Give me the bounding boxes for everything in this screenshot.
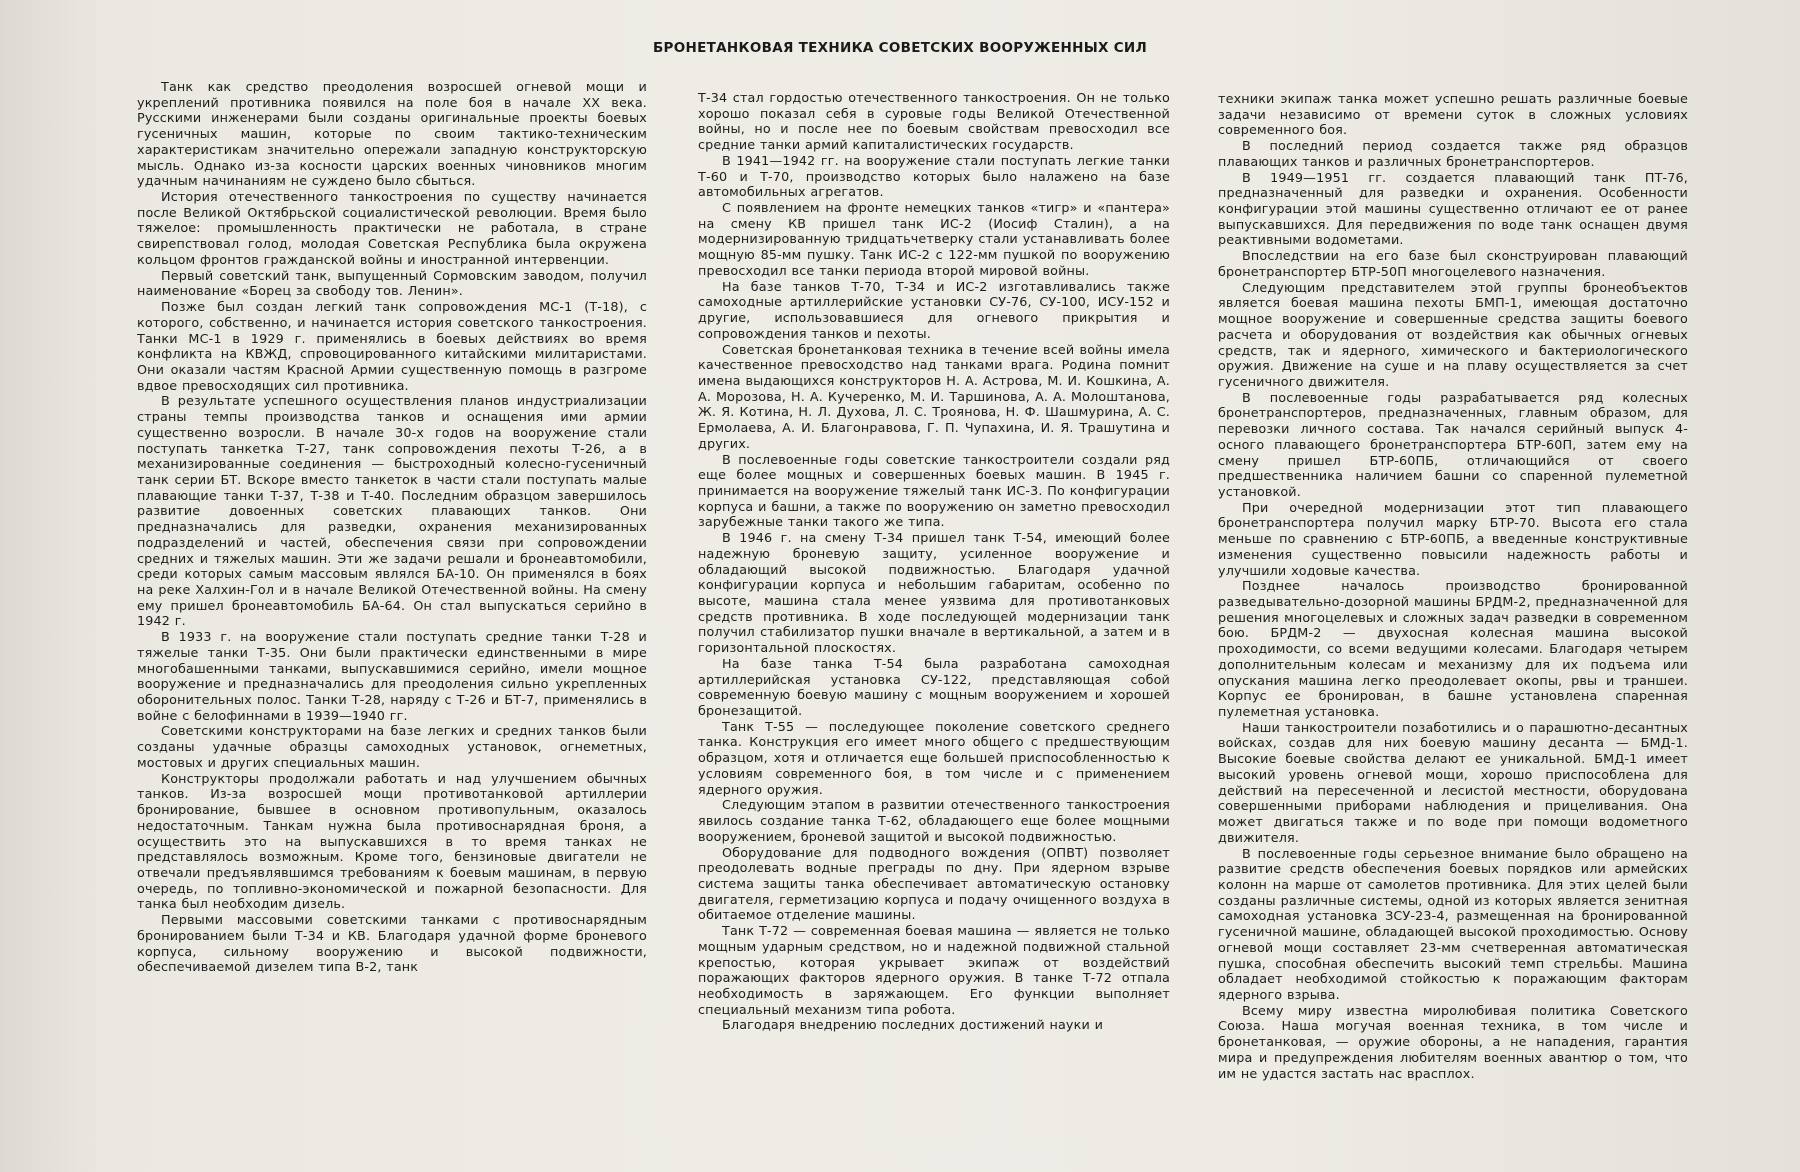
paragraph: В 1933 г. на вооружение стали поступать средние танки Т-28 и тяжелые танки Т-35. Они были практически единственными в мире многобашенными танками, выпускавшимися серийно, имели мощное вооружение и предназначались для преодоления сильно укрепленных оборонительных полос. Танки Т-28, наряду с Т-26 и БТ-7, применялись в войне с белофиннами в 1939—1940 гг. [137, 630, 647, 724]
paragraph: Следующим этапом в развитии отечественного танкостроения явилось создание танка Т-62, обладающего еще более мощными вооружением, броневой защитой и высокой подвижностью. [698, 798, 1170, 845]
paragraph: Позже был создан легкий танк сопровождения МС-1 (Т-18), с которого, собственно, и начинается история советского танкостроения. Танки МС-1 в 1929 г. применялись в боевых действиях во время конфликта на КВЖД, спровоцированного китайскими милитаристами. Они оказали частям Красной Армии существенную помощь в разгроме вдвое превосходящих сил противника. [137, 300, 647, 394]
paragraph: Первый советский танк, выпущенный Сормовским заводом, получил наименование «Борец за свободу тов. Ленин». [137, 268, 647, 300]
paragraph: В результате успешного осуществления планов индустриализации страны темпы производства танков и оснащения ими армии существенно возросли. В начале 30-х годов на вооружение стали поступать танкетка Т-27, танк сопровождения пехоты Т-26, а в механизированные соединения — быстроходный колесно-гусеничный танк серии БТ. Вскоре вместо танкеток в части стали поступать малые плавающие танки Т-37, Т-38 и Т-40. Последним образцом завершилось развитие довоенных советских плавающих танков. Они предназначались для разведки, охранения механизированных подразделений и частей, обеспечения связи при сопровождении средних и тяжелых машин. Эти же задачи решали и бронеавтомобили, среди которых самым массовым являлся БА-10. Он применялся в боях на реке Халхин-Гол и в начале Великой Отечественной войны. На смену ему пришел бронеавтомобиль БА-64. Он стал выпускаться серийно в 1942 г. [137, 394, 647, 630]
paragraph: История отечественного танкостроения по существу начинается после Великой Октябрьской социалистической революции. Время было тяжелое: промышленность практически не работала, в стране свирепствовал голод, молодая Советская Республика была окружена кольцом фронтов гражданской войны и иностранной интервенции. [137, 190, 647, 268]
text-column-3 [1218, 92, 1688, 1150]
paragraph: техники экипаж танка может успешно решать различные боевые задачи независимо от времени суток в сложных условиях современного боя. [1218, 92, 1688, 139]
paragraph: На базе танка Т-54 была разработана самоходная артиллерийская установка СУ-122, представляющая собой современную боевую машину с мощным вооружением и хорошей бронезащитой. [698, 656, 1170, 720]
paragraph: На базе танков Т-70, Т-34 и ИС-2 изготавливались также самоходные артиллерийские установки СУ-76, СУ-100, ИСУ-152 и другие, использовавшиеся для огневого прикрытия и сопровождения танков и пехоты. [698, 279, 1170, 342]
text-column-2 [698, 91, 1170, 1149]
paragraph: Танк Т-72 — современная боевая машина — является не только мощным ударным средством, но и надежной подвижной стальной крепостью, которая укрывает экипаж от воздействий поражающих факторов ядерного оружия. В танке Т-72 отпала необходимость в заряжающем. Его функции выполняет специальный механизм типа робота. [698, 924, 1170, 1018]
paragraph: Танк Т-55 — последующее поколение советского среднего танка. Конструкция его имеет много общего с предшествующим образцом, хотя и отличается еще большей приспособленностью к условиям современного боя, в том числе и с применением ядерного оружия. [698, 719, 1170, 798]
paragraph: В послевоенные годы серьезное внимание было обращено на развитие средств обеспечения боевых порядков или армейских колонн на марше от самолетов противника. Для этих целей были созданы различные системы, одной из которых является зенитная самоходная установка ЗСУ-23-4, размещенная на бронированной гусеничной машине, обладающей высокой проходимостью. Основу огневой мощи составляет 23-мм счетверенная автоматическая пушка, способная обеспечить высокий темп стрельбы. Машина обладает необходимой стойкостью к поражающим факторам ядерного взрыва. [1218, 846, 1688, 1003]
paragraph: В последний период создается также ряд образцов плавающих танков и различных бронетранспортеров. [1218, 139, 1688, 170]
paragraph: Благодаря внедрению последних достижений науки и [722, 1018, 1104, 1034]
paragraph: Танк как средство преодоления возросшей огневой мощи и укреплений противника появился на поле боя в начале XX века. Русскими инженерами были созданы оригинальные проекты боевых гусеничных машин, которые по своим тактико-техническим характеристикам значительно опережали западную конструкторскую мысль. Однако из-за косности царских военных чиновников многим удачным начинаниям не суждено было сбыться. [137, 80, 647, 190]
paragraph: В 1941—1942 гг. на вооружение стали поступать легкие танки Т-60 и Т-70, производство которых было налажено на базе автомобильных агрегатов. [698, 153, 1170, 201]
paragraph: Советскими конструкторами на базе легких и средних танков были созданы удачные образцы самоходных установок, огнеметных, мостовых и других специальных машин. [137, 724, 647, 771]
paragraph: Всему миру известна миролюбивая политика Советского Союза. Наша могучая военная техника, в том числе и бронетанковая, — оружие обороны, а не нападения, гарантия мира и предупреждения любителям военных авантюр о том, что им не удастся застать нас врасплох. [1218, 1003, 1688, 1082]
text-column-1 [137, 80, 647, 1138]
paragraph: Т-34 стал гордостью отечественного танкостроения. Он не только хорошо показал себя в суровые годы Великой Отечественной войны, но и после нее по боевым свойствам превосходил все средние танки армий капиталистических государств. [698, 91, 1170, 154]
paragraph: С появлением на фронте немецких танков «тигр» и «пантера» на смену КВ пришел танк ИС-2 (Иосиф Сталин), а на модернизированную тридцатьчетверку стали устанавливать более мощную 85-мм пушку. Танк ИС-2 с 122-мм пушкой по вооружению превосходил все танки периода второй мировой войны. [698, 201, 1170, 279]
paragraph: Следующим представителем этой группы бронеобъектов является боевая машина пехоты БМП-1, имеющая достаточно мощное вооружение и совершенные средства защиты боевого расчета и оборудования от воздействия как обычных огневых средств, так и ядерного, химического и бактериологического оружия. Движение на суше и на плаву осуществляется за счет гусеничного движителя. [1218, 280, 1688, 390]
paragraph: В послевоенные годы разрабатывается ряд колесных бронетранспортеров, предназначенных, главным образом, для перевозки личного состава. Так начался серийный выпуск 4-осного плавающего бронетранспортера БТР-60П, затем ему на смену пришел БТР-60ПБ, отличающийся от своего предшественника наличием башни со спаренной пулеметной установкой. [1218, 390, 1688, 500]
paragraph: Наши танкостроители позаботились и о парашютно-десантных войсках, создав для них боевую машину десанта — БМД-1. Высокие боевые свойства делают ее уникальной. БМД-1 имеет высокий уровень огневой мощи, хорошо приспособлена для действий на пересеченной и лесистой местности, оборудована совершенными приборами наблюдения и прицеливания. Она может двигаться также и по воде при помощи водометного движителя. [1218, 720, 1688, 846]
paragraph: Первыми массовыми советскими танками с противоснарядным бронированием были Т-34 и КВ. Благодаря удачной форме броневого корпуса, сильному вооружению и высокой подвижности, обеспечиваемой дизелем типа В-2, танк [137, 913, 647, 976]
paragraph: При очередной модернизации этот тип плавающего бронетранспортера получил марку БТР-70. Высота его стала меньше по сравнению с БТР-60ПБ, а введенные конструктивные изменения существенно повысили надежность работы и улучшили ходовые качества. [1218, 500, 1688, 579]
paragraph: Конструкторы продолжали работать и над улучшением обычных танков. Из-за возросшей мощи противотанковой артиллерии бронирование, бывшее в основном противопульным, оказалось недостаточным. Танкам нужна была противоснарядная броня, а осуществить это на выпускавшихся в то время танках не представлялось возможным. Кроме того, бензиновые двигатели не отвечали предъявлявшимся требованиям к боевым машинам, в первую очередь, по топливно-экономической и пожарной безопасности. Для танка был необходим дизель. [137, 771, 647, 913]
paragraph: Впоследствии на его базе был сконструирован плавающий бронетранспортер БТР-50П многоцелевого назначения. [1218, 249, 1688, 280]
page-title: БРОНЕТАНКОВАЯ ТЕХНИКА СОВЕТСКИХ ВООРУЖЕННЫХ СИЛ [652, 40, 1148, 56]
paragraph: В 1946 г. на смену Т-34 пришел танк Т-54, имеющий более надежную броневую защиту, усиленное вооружение и обладающий высокой подвижностью. Благодаря удачной конфигурации корпуса и небольшим габаритам, особенно по высоте, машина стала менее уязвима для противотанковых средств противника. В ходе последующей модернизации танк получил стабилизатор пушки вначале в вертикальной, а затем и в горизонтальной плоскостях. [698, 531, 1170, 657]
paragraph: Оборудование для подводного вождения (ОПВТ) позволяет преодолевать водные преграды по дну. При ядерном взрыве система защиты танка обеспечивает автоматическую остановку двигателя, герметизацию корпуса и подачу очищенного воздуха в обитаемое отделение машины. [698, 845, 1170, 924]
paragraph: В 1949—1951 гг. создается плавающий танк ПТ-76, предназначенный для разведки и охранения. Особенности конфигурации этой машины существенно отличают ее от ранее выпускавшихся. Для передвижения по воде танк оснащен двумя реактивными водометами. [1218, 170, 1688, 249]
paragraph: В послевоенные годы советские танкостроители создали ряд еще более мощных и совершенных боевых машин. В 1945 г. принимается на вооружение тяжелый танк ИС-3. По конфигурации корпуса и башни, а также по вооружению он заметно превосходил зарубежные танки такого же типа. [698, 452, 1170, 531]
paragraph: Позднее началось производство бронированной разведывательно-дозорной машины БРДМ-2, предназначенной для решения многоцелевых и сложных задач разведки в современном бою. БРДМ-2 — двухосная колесная машина высокой проходимости, со всеми ведущими колесами. Благодаря четырем дополнительным колесам и механизму для их подъема или опускания машина легко преодолевает окопы, рвы и траншеи. Корпус ее бронирован, в башне установлена спаренная пулеметная установка. [1218, 579, 1688, 721]
paragraph: Советская бронетанковая техника в течение всей войны имела качественное превосходство над танками врага. Родина помнит имена выдающихся конструкторов Н. А. Астрова, М. И. Кошкина, А. А. Морозова, Н. А. Кучеренко, М. И. Таршинова, А. А. Молоштанова, Ж. Я. Котина, Н. Л. Духова, Л. С. Троянова, Н. Ф. Шашмурина, А. С. Ермолаева, А. И. Благонравова, Г. П. Чупахина, И. Я. Трашутина и других. [698, 342, 1170, 452]
